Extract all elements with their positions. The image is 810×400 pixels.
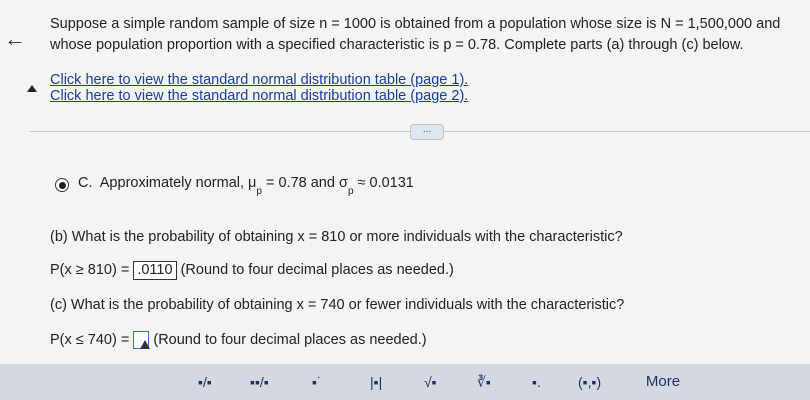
nth-root-tool-button[interactable]: ∛▪ [477,374,491,390]
absolute-value-tool-button[interactable]: |▪| [370,374,383,390]
decimal-tool-button[interactable]: ▪. [532,374,541,390]
option-c-radio[interactable] [55,178,69,192]
normal-table-link-page-2[interactable]: Click here to view the standard normal distribution table (page 2). [50,88,469,104]
fraction-tool-button[interactable]: ▪/▪ [198,374,212,390]
scroll-up-icon[interactable] [27,85,37,92]
expand-ellipsis-button[interactable]: ... [410,124,444,140]
interval-tool-button[interactable]: (▪,▪) [578,374,602,390]
square-root-tool-button[interactable]: √▪ [424,374,437,390]
problem-line-1: Suppose a simple random sample of size n = 1000 is obtained from a population whose size is N = 1,500,000 and [50,16,781,32]
part-b-answer-line: P(x ≥ 810) = .0110 (Round to four decimal places as needed.) [50,262,454,278]
mixed-number-tool-button[interactable]: ▪▪/▪ [250,374,269,390]
problem-line-2: whose population proportion with a specified characteristic is p = 0.78. Complete parts (a) through (c) below. [50,37,744,53]
exponent-tool-button[interactable]: ▪˙ [312,374,322,390]
back-arrow-icon[interactable]: ← [4,26,26,51]
option-c-label: C. Approximately normal, $\mu_p = 0.78$ and $\sigma_p \approx 0.0131$ [78,175,414,197]
part-c-question: (c) What is the probability of obtaining x = 740 or fewer individuals with the characteristic? [50,297,625,313]
problem-statement [50,14,780,56]
normal-table-link-page-1[interactable]: Click here to view the standard normal distribution table (page 1). [50,72,469,88]
more-tools-button[interactable]: More [645,373,681,390]
mouse-cursor-icon [140,340,150,349]
part-b-question: (b) What is the probability of obtaining x = 810 or more individuals with the characteristic? [50,229,623,245]
part-b-answer-field[interactable]: .0110 [133,261,176,280]
part-c-answer-line: P(x ≤ 740) = (Round to four decimal places as needed.) [50,331,427,348]
part-c-answer-field[interactable] [133,331,149,349]
